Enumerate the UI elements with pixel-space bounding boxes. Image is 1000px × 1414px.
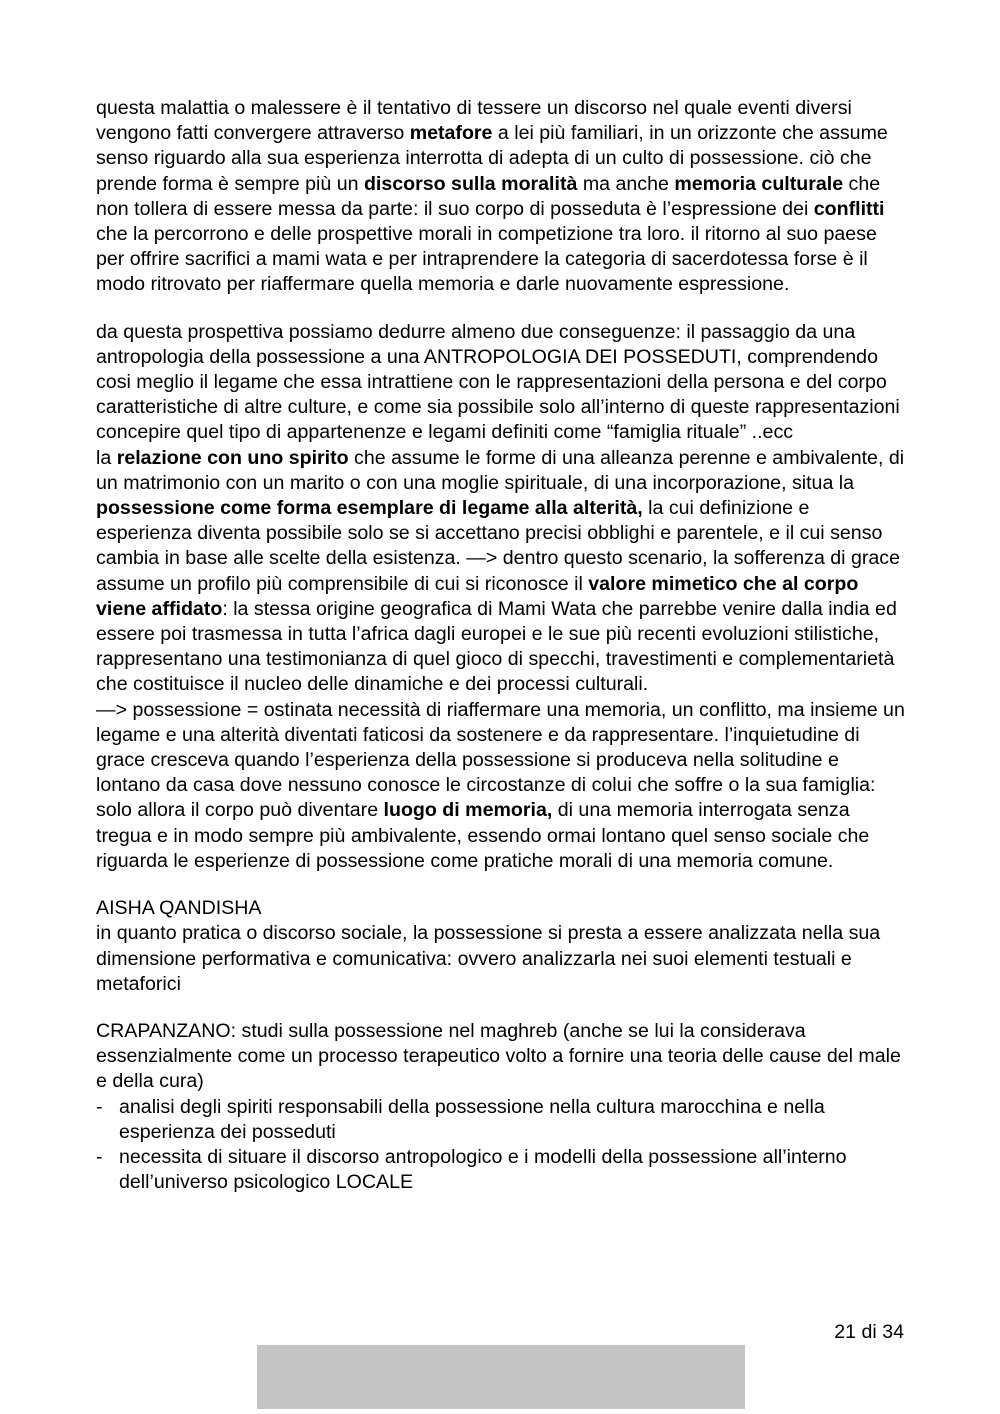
document-body [96, 96, 906, 1195]
bold-term: conflitti [813, 197, 885, 220]
bold-term: valore mimetico che al corpo viene affidato [96, 572, 859, 620]
dash-list [96, 1095, 906, 1196]
paragraph-pratica-sociale: in quanto pratica o discorso sociale, la possessione si presta a essere analizzata nella sua dimensione performativa e comunicativa: ovvero analizzarla nei suoi elementi testuali e metaforici [96, 922, 881, 995]
dash-bullet: - [96, 1145, 103, 1168]
list-item: - necessita di situare il discorso antropologico e i modelli della possessione all’interno dell’universo psicologico LOCALE [96, 1145, 847, 1194]
footer-gray-bar [257, 1345, 745, 1409]
paragraph-gap [96, 874, 906, 896]
paragraph-gap [96, 298, 906, 320]
bold-term: relazione con uno spirito [116, 446, 349, 469]
bold-term: memoria culturale [674, 172, 844, 195]
bold-term: metafore [409, 122, 493, 145]
paragraph-relazione-spirito: la relazione con uno spirito che assume le forme di una alleanza perenne e ambivalente, di un matrimonio con un marito o con una moglie spirituale, di una incorporazione, situa la possessione come forma esemplare di legame alla alterità, la cui definizione e esperienza diventa possibile solo se si accettano precisi obblighi e parentele, e il cui senso cambia in base alle scelte della esistenza. —> dentro questo scenario, la sofferenza di grace assume un profilo più comprensibile di cui si riconosce il valore mimetico che al corpo viene affidato: la stessa origine geografica di Mami Wata che parrebbe venire dalla india ed essere poi trasmessa in tutta l’africa dagli europei e le sue più recenti evoluzioni stilistiche, rappresentano una testimonianza di quel gioco di specchi, travestimenti e complementarietà che costituisce il nucleo delle dinamiche e dei processi culturali. [96, 446, 905, 696]
bold-term: possessione come forma esemplare di legame alla alterità, [96, 497, 643, 520]
paragraph-mami-wata: questa malattia o malessere è il tentativo di tessere un discorso nel quale eventi diversi vengono fatti convergere attraverso metafore a lei più familiari, in un orizzonte che assume senso riguardo alla sua esperienza interrotta di adepta di un culto di possessione. ciò che prende forma è sempre più un discorso sulla moralità ma anche memoria culturale che non tollera di essere messa da parte: il suo corpo di posseduta è l’espressione dei conflitti che la percorrono e delle prospettive morali in competizione tra loro. il ritorno al suo paese per offrire sacrifici a mami wata e per intraprendere la categoria di sacerdotessa forse è il modo ritrovato per riaffermare quella memoria e darle nuovamente espressione. [96, 97, 888, 296]
section-heading-aisha-qandisha: AISHA QANDISHA [96, 897, 262, 920]
bold-term: luogo di memoria, [383, 799, 553, 822]
paragraph-gap [96, 997, 906, 1019]
list-item: - analisi degli spiriti responsabili della possessione nella cultura marocchina e nella esperienza dei posseduti [96, 1095, 825, 1143]
bold-term: discorso sulla moralità [363, 172, 578, 195]
page-number: 21 di 34 [834, 1321, 904, 1343]
paragraph-possessione-memoria: —> possessione = ostinata necessità di riaffermare una memoria, un conflitto, ma insieme un legame e una alterità diventati faticosi da sostenere e da rappresentare. l’inquietudine di grace cresceva quando l’esperienza della possessione si produceva nella solitudine e lontano da casa dove nessuno conosce le circostanze di colui che soffre o la sua famiglia: solo allora il corpo può diventare luogo di memoria, di una memoria interrogata senza tregua e in modo sempre più ambivalente, essendo ormai lontano quel senso sociale che riguarda le esperienze di possessione come pratiche morali di una memoria comune. [96, 698, 905, 872]
paragraph-antropologia-posseduti: da questa prospettiva possiamo dedurre almeno due conseguenze: il passaggio da una antropologia della possessione a una ANTROPOLOGIA DEI POSSEDUTI, comprendendo cosi meglio il legame che essa intrattiene con le rappresentazioni della persona e del corpo caratteristiche di altre culture, e come sia possibile solo all’interno di queste rappresentazioni concepire quel tipo di appartenenze e legami definiti come “famiglia rituale” ..ecc [96, 320, 900, 444]
dash-bullet: - [96, 1095, 103, 1118]
paragraph-crapanzano: CRAPANZANO: studi sulla possessione nel maghreb (anche se lui la considerava essenzialmente come un processo terapeutico volto a fornire una teoria delle cause del male e della cura) [96, 1019, 901, 1093]
